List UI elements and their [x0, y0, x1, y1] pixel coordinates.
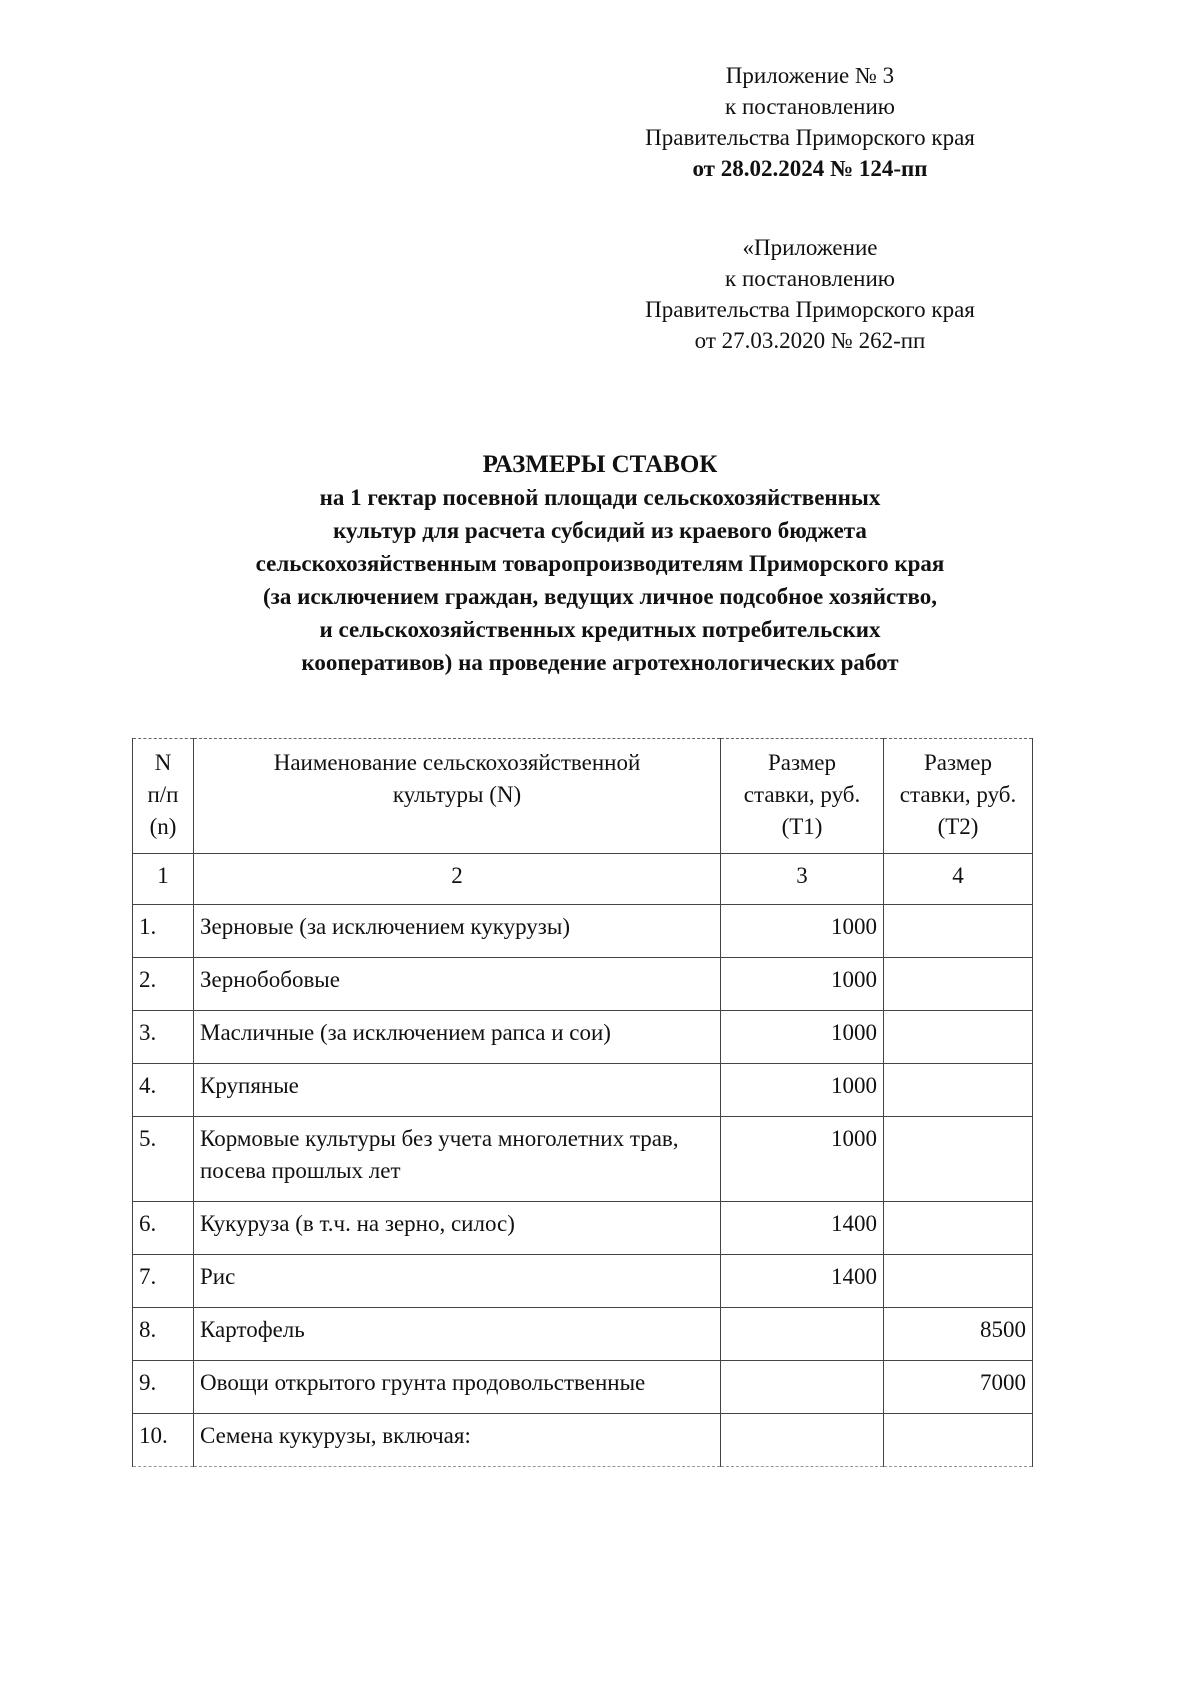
table-row	[133, 1255, 1033, 1308]
row-number: 6.	[133, 1202, 194, 1255]
title-line: кооперативов) на проведение агротехнологических работ	[301, 650, 899, 675]
crop-name: Масличные (за исключением рапса и сои)	[194, 1011, 721, 1064]
header-text: (Т2)	[937, 814, 979, 839]
row-number: 3.	[133, 1011, 194, 1064]
row-number: 4.	[133, 1064, 194, 1117]
rate-t2	[884, 1202, 1033, 1255]
header-text: культуры (N)	[392, 782, 522, 807]
table-row	[133, 1308, 1033, 1361]
appendix-line: Правительства Приморского края	[645, 125, 975, 150]
title-line: культур для расчета субсидий из краевого бюджета	[333, 518, 867, 543]
header-text: N	[154, 750, 172, 775]
rate-t2: 8500	[884, 1308, 1033, 1361]
row-number: 10.	[133, 1414, 194, 1467]
column-number: 2	[194, 854, 721, 905]
title-line: (за исключением граждан, ведущих личное подсобное хозяйство,	[262, 584, 938, 609]
title-heading: РАЗМЕРЫ СТАВОК	[482, 451, 718, 478]
column-number: 1	[133, 854, 194, 905]
rate-t1	[721, 1361, 884, 1414]
rate-t1: 1000	[721, 1011, 884, 1064]
column-number: 3	[721, 854, 884, 905]
appendix-line: Приложение № 3	[725, 63, 895, 88]
row-number: 2.	[133, 958, 194, 1011]
header-text: ставки, руб.	[899, 782, 1017, 807]
row-number: 8.	[133, 1308, 194, 1361]
rate-t2	[884, 1064, 1033, 1117]
appendix-original-block	[580, 232, 1040, 356]
crop-name: Рис	[194, 1255, 721, 1308]
header-number	[133, 739, 194, 854]
row-number: 7.	[133, 1255, 194, 1308]
column-number: 4	[884, 854, 1033, 905]
crop-name: Овощи открытого грунта продовольственные	[194, 1361, 721, 1414]
header-crop-name	[194, 739, 721, 854]
header-text: Наименование сельскохозяйственной	[273, 750, 641, 775]
appendix-current-block	[580, 60, 1040, 184]
rates-table	[132, 738, 1033, 1467]
appendix-line: к постановлению	[725, 266, 895, 291]
document-title	[100, 448, 1100, 679]
table-row	[133, 1011, 1033, 1064]
table-row	[133, 1064, 1033, 1117]
rate-t1: 1000	[721, 905, 884, 958]
crop-name: Кукуруза (в т.ч. на зерно, силос)	[194, 1202, 721, 1255]
crop-name: Крупяные	[194, 1064, 721, 1117]
rate-t2	[884, 1117, 1033, 1202]
table-row	[133, 905, 1033, 958]
table-row	[133, 958, 1033, 1011]
rate-t2	[884, 1414, 1033, 1467]
rate-t1	[721, 1414, 884, 1467]
row-number: 5.	[133, 1117, 194, 1202]
header-text: (Т1)	[781, 814, 823, 839]
row-number: 9.	[133, 1361, 194, 1414]
crop-name: Зернобобовые	[194, 958, 721, 1011]
title-line: сельскохозяйственным товаропроизводителям Приморского края	[255, 551, 945, 576]
table-row	[133, 1414, 1033, 1467]
rate-t2: 7000	[884, 1361, 1033, 1414]
title-line: и сельскохозяйственных кредитных потребительских	[319, 617, 881, 642]
crop-name: Кормовые культуры без учета многолетних трав, посева прошлых лет	[194, 1117, 721, 1202]
header-text: ставки, руб.	[743, 782, 861, 807]
rate-t2	[884, 1255, 1033, 1308]
rate-t2	[884, 958, 1033, 1011]
title-line: на 1 гектар посевной площади сельскохозяйственных	[319, 485, 881, 510]
appendix-line: «Приложение	[742, 235, 878, 260]
table-row	[133, 1202, 1033, 1255]
header-rate-t2	[884, 739, 1033, 854]
rate-t1: 1400	[721, 1202, 884, 1255]
header-text: Размер	[923, 750, 993, 775]
rate-t1: 1000	[721, 1117, 884, 1202]
appendix-line: к постановлению	[725, 94, 895, 119]
rate-t1	[721, 1308, 884, 1361]
row-number: 1.	[133, 905, 194, 958]
crop-name: Зерновые (за исключением кукурузы)	[194, 905, 721, 958]
appendix-date-number: от 27.03.2020 № 262-пп	[694, 328, 926, 353]
appendix-date-number: от 28.02.2024 № 124-пп	[692, 156, 928, 181]
crop-name: Картофель	[194, 1308, 721, 1361]
rate-t1: 1400	[721, 1255, 884, 1308]
rate-t2	[884, 905, 1033, 958]
table-header-row	[133, 739, 1033, 854]
table-row	[133, 1117, 1033, 1202]
appendix-line: Правительства Приморского края	[645, 297, 975, 322]
rate-t1: 1000	[721, 958, 884, 1011]
crop-name: Семена кукурузы, включая:	[194, 1414, 721, 1467]
header-text: Размер	[767, 750, 837, 775]
header-text: п/п	[147, 782, 179, 807]
header-text: (n)	[149, 814, 177, 839]
table-row	[133, 1361, 1033, 1414]
column-number-row	[133, 854, 1033, 905]
rate-t1: 1000	[721, 1064, 884, 1117]
rate-t2	[884, 1011, 1033, 1064]
header-rate-t1	[721, 739, 884, 854]
